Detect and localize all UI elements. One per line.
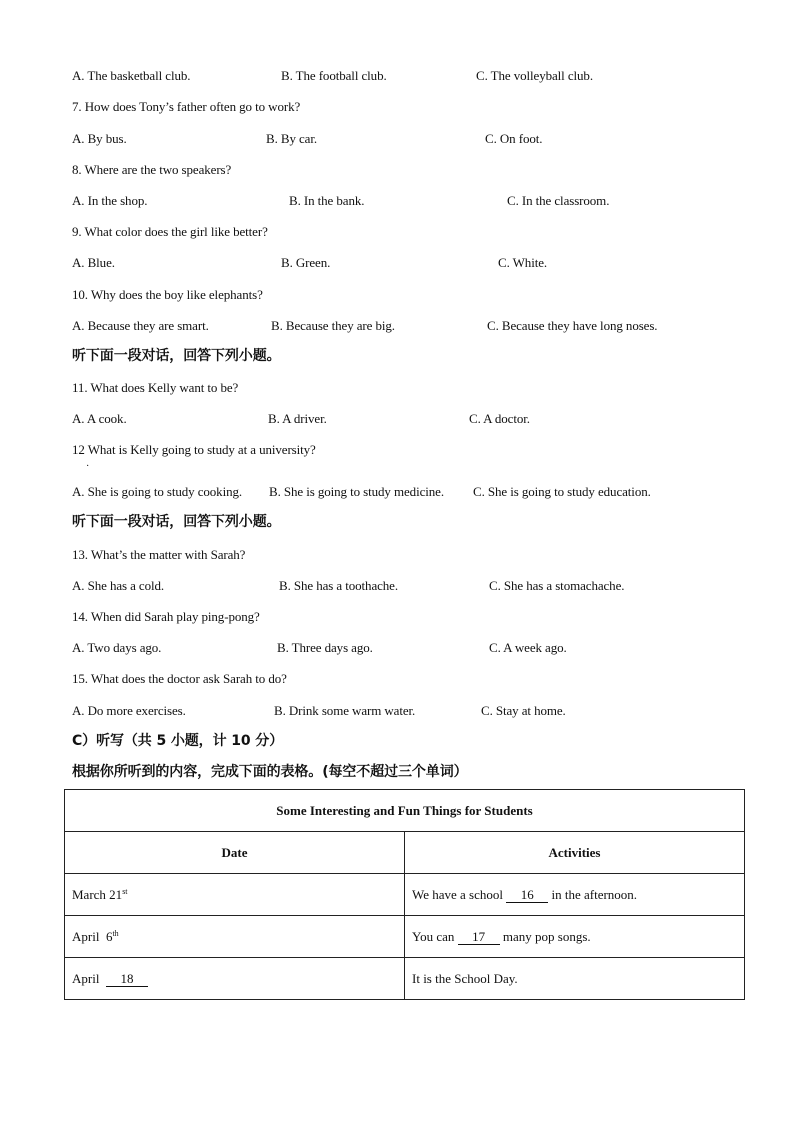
answer-option: C. Because they have long noses. bbox=[487, 318, 658, 333]
date-cell bbox=[65, 874, 405, 916]
question-text: 12 What is Kelly going to study at a university? bbox=[72, 442, 316, 457]
date-cell bbox=[65, 916, 405, 958]
answer-option: C. The volleyball club. bbox=[476, 68, 593, 83]
activity-text-end: many pop songs. bbox=[499, 928, 591, 944]
answer-option: A. She is going to study cooking. bbox=[72, 484, 243, 499]
answer-option: A. By bus. bbox=[72, 131, 127, 146]
answer-option: C. Stay at home. bbox=[481, 703, 566, 718]
date-cell bbox=[65, 958, 405, 1000]
answer-option: C. She is going to study education. bbox=[473, 484, 651, 499]
activity-text: It is the School Day. bbox=[412, 970, 518, 986]
question-text: 10. Why does the boy like elephants? bbox=[72, 287, 263, 302]
blank-17[interactable]: 17 bbox=[458, 930, 500, 945]
question-text: 8. Where are the two speakers? bbox=[72, 162, 232, 177]
answer-option: C. On foot. bbox=[485, 131, 543, 146]
question-text: 15. What does the doctor ask Sarah to do? bbox=[72, 671, 287, 686]
answer-option: A. Because they are smart. bbox=[72, 318, 209, 333]
activity-cell bbox=[405, 958, 745, 1000]
date-text: April 6 bbox=[72, 928, 113, 944]
activity-cell bbox=[405, 916, 745, 958]
question-text: 13. What’s the matter with Sarah? bbox=[72, 547, 246, 562]
section-heading: 听下面一段对话，回答下列小题。 bbox=[72, 514, 281, 530]
table-row bbox=[65, 958, 745, 1000]
answer-option: B. She is going to study medicine. bbox=[269, 484, 444, 499]
answer-option: B. In the bank. bbox=[289, 193, 365, 208]
question-text: 11. What does Kelly want to be? bbox=[72, 380, 239, 395]
answer-option: A. She has a cold. bbox=[72, 578, 165, 593]
activity-text: You can bbox=[412, 928, 458, 944]
table-row bbox=[65, 916, 745, 958]
answer-option: A. The basketball club. bbox=[72, 68, 191, 83]
answer-option: A. Two days ago. bbox=[72, 640, 162, 655]
section-heading: 听下面一段对话，回答下列小题。 bbox=[72, 348, 281, 364]
answer-option: C. In the classroom. bbox=[507, 193, 610, 208]
answer-option: C. A week ago. bbox=[489, 640, 567, 655]
answer-option: B. Because they are big. bbox=[271, 318, 395, 333]
answer-option: B. She has a toothache. bbox=[279, 578, 399, 593]
question-text: 9. What color does the girl like better? bbox=[72, 224, 268, 239]
date-column-header: Date bbox=[65, 832, 405, 874]
activity-cell bbox=[405, 874, 745, 916]
blank-16[interactable]: 16 bbox=[506, 888, 548, 903]
answer-option: B. Three days ago. bbox=[277, 640, 373, 655]
question-text: 7. How does Tony’s father often go to work? bbox=[72, 99, 301, 114]
activity-text-end: in the afternoon. bbox=[548, 886, 638, 902]
stray-dot: · bbox=[86, 461, 90, 472]
answer-option: A. Blue. bbox=[72, 255, 115, 270]
date-text: March 21 bbox=[72, 886, 123, 902]
date-ordinal-suffix: th bbox=[112, 928, 119, 938]
answer-option: A. In the shop. bbox=[72, 193, 148, 208]
question-text: 14. When did Sarah play ping-pong? bbox=[72, 609, 260, 624]
answer-option: B. Drink some warm water. bbox=[274, 703, 416, 718]
date-text: April bbox=[72, 970, 106, 986]
answer-option: B. Green. bbox=[281, 255, 331, 270]
answer-option: B. A driver. bbox=[268, 411, 327, 426]
answer-option: A. Do more exercises. bbox=[72, 703, 186, 718]
answer-option: A. A cook. bbox=[72, 411, 127, 426]
table-title: Some Interesting and Fun Things for Students bbox=[65, 790, 745, 832]
activities-column-header: Activities bbox=[405, 832, 745, 874]
answer-option: B. By car. bbox=[266, 131, 317, 146]
answer-option: C. A doctor. bbox=[469, 411, 530, 426]
section-heading: 根据你所听到的内容，完成下面的表格。(每空不超过三个单词） bbox=[72, 764, 468, 780]
answer-option: C. White. bbox=[498, 255, 548, 270]
answer-option: C. She has a stomachache. bbox=[489, 578, 625, 593]
activity-text: We have a school bbox=[412, 886, 507, 902]
blank-18[interactable]: 18 bbox=[106, 972, 148, 987]
answer-option: B. The football club. bbox=[281, 68, 387, 83]
section-heading: C）听写（共 5 小题，计 10 分） bbox=[72, 733, 284, 749]
listening-table bbox=[64, 789, 745, 1000]
table-row bbox=[65, 874, 745, 916]
date-ordinal-suffix: st bbox=[122, 886, 128, 896]
